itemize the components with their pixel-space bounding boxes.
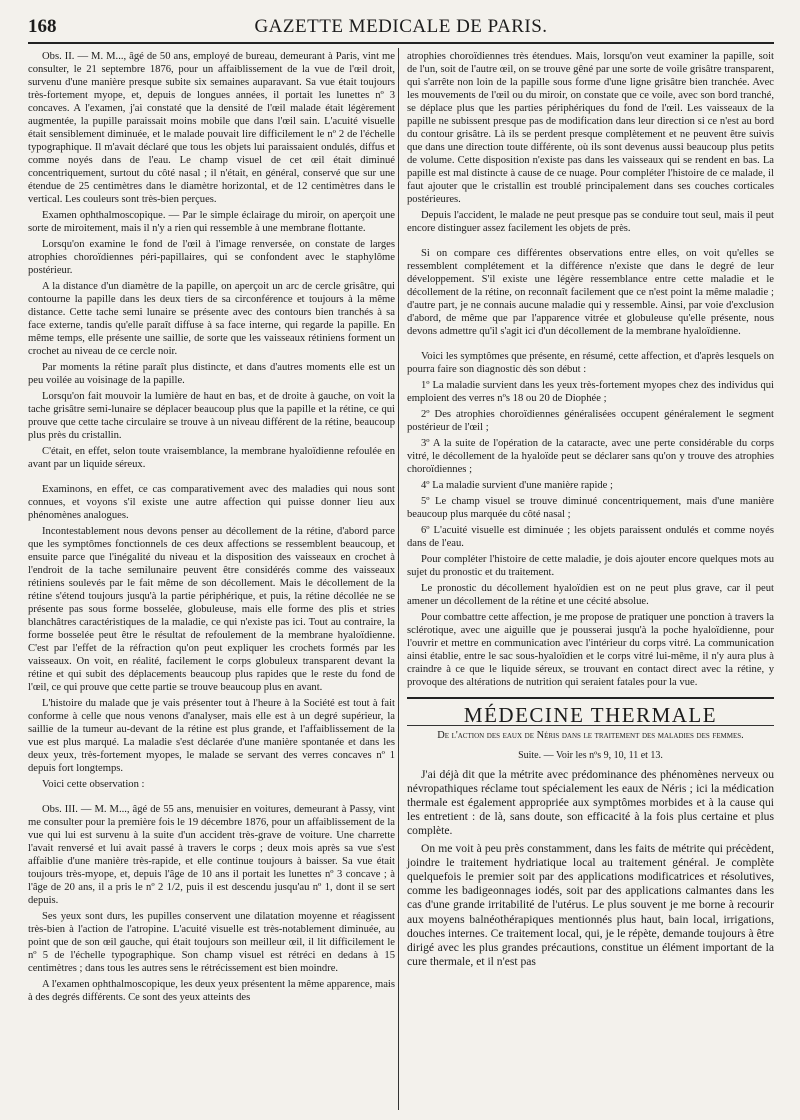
spacer — [407, 341, 774, 350]
paragraph: J'ai déjà dit que la métrite avec prédominance des phénomènes nerveux ou névropathiques réclame tout spécialement les eaux de Néris ; ici la médication thermale est également appropriée aux symptômes morbides et à la cause qui les entretient : de là, sans doute, son efficacité à la fois plus certaine et plus complète. — [407, 767, 774, 838]
paragraph: Voici cette observation : — [42, 779, 145, 790]
symptom-item: 4º La maladie survient d'une manière rapide ; — [421, 480, 613, 491]
continuation-note: Suite. — Voir les nºs 9, 10, 11 et 13. — [518, 749, 663, 761]
paragraph: A la distance d'un diamètre de la papille, on aperçoit un arc de cercle grisâtre, qui contourne la papille dans les deux tiers de sa circonférence et toujours à la même distance. Cette tache semi lunaire se présente avec des contours bien tranchés à sa face externe, tandis qu'elle paraît diffuse à sa face interne, qui regarde la papille. En même temps, elle présente une saillie, de sorte que les vaisseaux rétiniens forment un crochet au niveau de ce cercle noir. — [28, 281, 395, 357]
paragraph: On me voit à peu près constamment, dans les faits de métrite qui précèdent, joindre le traitement hydriatique local au traitement général. Je complète quelquefois le premier soit par des applications modificatrices et résolutives, comme les badigeonnages iodés, soit par des applications calmantes dans les cas d'une grande irritabilité de l'utérus. Le plus souvent je me borne à recourir aux moyens balnéothérapiques mentionnés plus haut, bain local, irrigations, douches internes. Ce traitement local, qui, je le répète, demande toujours à être dirigé avec les plus grandes précautions, constitue un élément important de la cure thermale, et il n'est pas — [407, 841, 774, 969]
left-column — [28, 50, 395, 1007]
paragraph: Pour compléter l'histoire de cette maladie, je dois ajouter encore quelques mots au sujet du pronostic et du traitement. — [407, 554, 774, 578]
paragraph: atrophies choroïdiennes très étendues. Mais, lorsqu'on veut examiner la papille, soit de l'un, soit de l'autre œil, on se trouve gêné par une sorte de voile grisâtre transparent, qui s'arrête non loin de la papille sous forme d'une ligne grisâtre bien tranchée. Avec les mouvements de l'œil ou du miroir, on constate que ce voile, avec son bord tranché, se déplace plus que les parties périphériques du fond de l'œil. Les vaisseaux de la papille ne subissent presque pas de modification dans leur direction si ce n'est au bord du contour grisâtre. Là ils se perdent presque complètement et ne peuvent être suivis que dans une direction toute différente, où ils sont devenus aussi beaucoup plus petits de volume. Cette disposition n'existe pas dans les vaisseaux qui se rendent en bas. La papille est mal distincte à cause de ce nuage. Pour compléter l'histoire de ce malade, il faut ajouter que le cristallin est troublé principalement dans ses couches corticales postérieures. — [407, 51, 774, 205]
paragraph: C'était, en effet, selon toute vraisemblance, la membrane hyaloïdienne refoulée en avant par un liquide séreux. — [28, 446, 395, 470]
paragraph: Depuis l'accident, le malade ne peut presque pas se conduire tout seul, mais il peut encore distinguer assez facilement les objets de près. — [407, 210, 774, 234]
medecine-thermale-section — [407, 697, 774, 969]
page-number: 168 — [28, 16, 57, 37]
paragraph: L'histoire du malade que je vais présenter tout à l'heure à la Société est tout à fait conforme à celle que nous venons d'analyser, mais elle est à un degré supérieur, la saillie de la tumeur au-devant de la rétine est plus grande, et l'affaiblissement de la vue est plus marqué. La maladie s'est déclarée d'une manière spontanée et dans les deux yeux, très-fortement myopes, le malade se servant des verres concaves nº 1 depuis fort longtemps. — [28, 698, 395, 774]
paragraph: Pour combattre cette affection, je me propose de pratiquer une ponction à travers la sclérotique, avec une aiguille que je pousserai jusqu'à la poche hyaloïdienne, pour l'ouvrir et mettre en communication avec l'intérieur du corps vitré. La communication ainsi établie, entre le sac sous-hyaloïdien et le corps vitré lui-même, il n'y aura plus à craindre à ce que le liquide séreux, se trouvant en contact direct avec la rétine, y provoque des altérations de nutrition qui seraient fatales pour la vue. — [407, 612, 774, 688]
column-divider — [398, 48, 399, 1110]
symptom-item: 5º Le champ visuel se trouve diminué concentriquement, mais d'une manière beaucoup plus marquée du côté nasal ; — [407, 496, 774, 520]
symptom-item: 3º A la suite de l'opération de la cataracte, avec une perte considérable du corps vitré, le décollement de la hyaloïde peut se déclarer sans qu'on y trouve des atrophies choroïdiennes ; — [407, 438, 774, 475]
obs-3-paragraph: Obs. III. — M. M..., âgé de 55 ans, menuisier en voitures, demeurant à Passy, vint me consulter pour la première fois le 19 décembre 1876, pour un affaiblissement de la vue qui lui est survenu à la suite d'un accident très-grave de voiture. Une charrette l'avait renversé et lui avait passé à travers le corps ; deux mois après sa vue s'est affaiblie d'une manière très-rapide, et elle continue toujours à baisser. Sa vue était toujours très-myope, et, depuis l'âge de 10 ans il portait les lunettes nº 3 concave ; à l'âge de 20 ans, il a pris le nº 2 1/2, puis il est descendu jusqu'au nº 1, dont il se sert depuis. — [28, 804, 395, 906]
header-rule — [28, 42, 774, 44]
right-column — [407, 50, 774, 972]
ophthalmoscopic-exam-paragraph: Examen ophthalmoscopique. — Par le simple éclairage du miroir, on aperçoit une sorte de miroitement, mais il n'y a rien qui ressemble à une membrane flottante. — [28, 210, 395, 234]
symptom-item: 6º L'acuité visuelle est diminuée ; les objets paraissent ondulés et comme noyés dans de l'eau. — [407, 525, 774, 549]
obs-2-paragraph: Obs. II. — M. M..., âgé de 50 ans, employé de bureau, demeurant à Paris, vint me consulter, le 21 septembre 1876, pour un affaiblissement de la vue de l'œil droit, survenu d'une manière presque subite six semaines auparavant. Sa vue était toujours très-fortement myope, et, depuis de longues années, il portait les lunettes nº 3 concaves. A l'examen, j'ai constaté que la densité de l'œil malade était légèrement augmentée, la pupille paraissait moins mobile que dans l'œil sain. L'acuité visuelle était sensiblement diminuée, et le malade pouvait lire difficilement le nº 2 de l'échelle typographique. Il m'avait déclaré que tous les objets lui paraissaient ondulés, diffus et comme noyés dans de l'eau. Le champ visuel de cet œil était diminué concentriquement, surtout du côté nasal ; il n'était, en général, conservé que sur une étendue de 25 centimètres dans le diamètre horizontal, et de 12 centimètres dans le vertical. Les couleurs sont très-bien perçues. — [28, 51, 395, 205]
paragraph: Par moments la rétine paraît plus distincte, et dans d'autres moments elle est un peu voilée au voisinage de la papille. — [28, 362, 395, 386]
paragraph: Incontestablement nous devons penser au décollement de la rétine, d'abord parce que les symptômes fonctionnels de ces deux affections se ressemblent beaucoup, et ensuite parce que l'inégalité du niveau et la disposition des vaisseaux en crochet à l'endroit de la tache semilunaire peuvent être considérés comme des vaisseaux rétiniens soulevés par le fait même de son décollement. Mais le décollement de la rétine s'étend toujours jusqu'à la partie périphérique, et puis, la rétine décollée ne se présente pas sous forme bosselée, globuleuse, mais elle forme des plis et stries blanchâtres caractéristiques de la maladie, ce qui n'existe pas ici. Tout au contraire, la forme bosselée peut être le résultat de refoulement de la membrane hyaloïdienne. C'est par l'effet de la réfraction qu'on peut expliquer les crochets formés par les vaisseaux. On voit, en réalité, facilement le corps globuleux transparent devant la rétine et qui subit des déplacements beaucoup plus rapides que le reste du fond de l'œil, ce qui prouve que cette partie se trouve beaucoup plus en avant. — [28, 526, 395, 693]
paragraph: Lorsqu'on examine le fond de l'œil à l'image renversée, on constate de larges atrophies choroïdiennes péri-papillaires, qui se confondent avec le staphylôme postérieur. — [28, 239, 395, 276]
paragraph: Ses yeux sont durs, les pupilles conservent une dilatation moyenne et réagissent très-bien à l'action de l'atropine. L'acuité visuelle est très-notablement diminuée, au point que de son œil gauche, qui était toujours son meilleur œil, il lit difficilement le nº 5 de l'échelle typographique. Son champ visuel est rétréci en dedans à 15 centimètres ; dans tous les autres sens le rétrécissement est bien moindre. — [28, 911, 395, 974]
paragraph: Si on compare ces différentes observations entre elles, on voit qu'elles se ressemblent complétement et la différence n'existe que dans le degré de leur développement. S'il existe une légère ressemblance entre cette maladie et le décollement de la rétine, on reconnaît facilement que ce n'est point la même maladie ; d'autre part, je ne connais aucune maladie qui y ressemble. Ainsi, par voie d'exclusion d'abord, de même que par l'apparence vitrée et globuleuse qu'elle présente, nous devons admettre qu'il s'agit ici d'un décollement de la membrane hyaloïdienne. — [407, 248, 774, 337]
page-header — [28, 14, 774, 40]
journal-title: GAZETTE MEDICALE DE PARIS. — [254, 16, 548, 37]
section-title: MÉDECINE THERMALE — [407, 709, 774, 726]
paragraph: Lorsqu'on fait mouvoir la lumière de haut en bas, et de droite à gauche, on voit la tache grisâtre semi-lunaire se déplacer beaucoup plus que la papille et la rétine, ce qui prouve que cette tache circulaire se trouve à un niveau différent de la rétine, beaucoup plus près du cristallin. — [28, 391, 395, 441]
symptom-item: 2º Des atrophies choroïdiennes généralisées occupent généralement le segment postérieur de l'œil ; — [407, 409, 774, 433]
paragraph: Examinons, en effet, ce cas comparativement avec des maladies qui nous sont connues, et voyons s'il existe une autre affection qui puisse donner lieu aux phénomènes analogues. — [28, 484, 395, 521]
paragraph: Le pronostic du décollement hyaloïdien est on ne peut plus grave, car il peut amener un décollement de la rétine et une cécité absolue. — [407, 583, 774, 607]
paragraph: Voici les symptômes que présente, en résumé, cette affection, et d'après lesquels on pourra faire son diagnostic dès son début : — [407, 351, 774, 375]
section-subtitle: De l'action des eaux de Néris dans le traitement des maladies des femmes. — [437, 730, 744, 741]
spacer — [28, 794, 395, 803]
paragraph: A l'examen ophthalmoscopique, les deux yeux présentent la même apparence, mais à des degrés différents. Ce sont des yeux atteints des — [28, 979, 395, 1003]
spacer — [407, 238, 774, 247]
spacer — [28, 474, 395, 483]
symptom-item: 1º La maladie survient dans les yeux très-fortement myopes chez des individus qui emploient des verres nºs 18 ou 20 de Diophée ; — [407, 380, 774, 404]
